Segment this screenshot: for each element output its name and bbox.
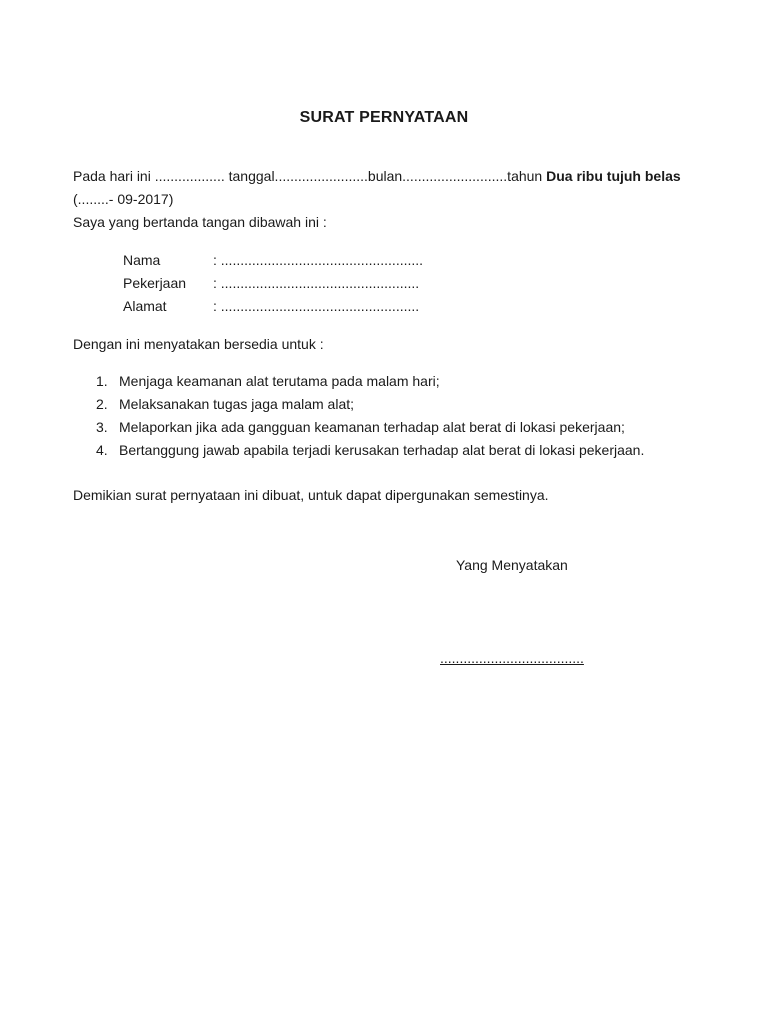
list-text: Melaksanakan tugas jaga malam alat;	[119, 396, 355, 412]
date-line-text: Pada hari ini .................. tanggal........................bulan...........................tahun	[73, 168, 547, 184]
signature-line: .....................................	[440, 650, 584, 666]
field-label: Alamat	[123, 298, 167, 314]
list-text: Menjaga keamanan alat terutama pada malam hari;	[119, 373, 440, 389]
field-row-occupation	[123, 275, 419, 291]
field-value: : ...................................................	[213, 298, 420, 314]
closing-text: Demikian surat pernyataan ini dibuat, untuk dapat dipergunakan semestinya.	[73, 487, 549, 503]
field-value: : ....................................................	[213, 252, 424, 268]
document-title: SURAT PERNYATAAN	[299, 109, 469, 126]
list-item	[96, 419, 625, 435]
field-label: Nama	[123, 252, 161, 268]
list-number: 2.	[96, 396, 108, 412]
field-row-name	[123, 252, 423, 268]
date-numeric: (........- 09-2017)	[73, 191, 174, 207]
date-line-year: Dua ribu tujuh belas	[546, 168, 681, 184]
intro-text: Saya yang bertanda tangan dibawah ini :	[73, 214, 327, 230]
date-line	[73, 168, 681, 184]
list-text: Bertanggung jawab apabila terjadi kerusakan terhadap alat berat di lokasi pekerjaan.	[119, 442, 645, 458]
list-item	[96, 373, 440, 389]
list-item	[96, 442, 644, 458]
list-number: 3.	[96, 419, 108, 435]
list-number: 1.	[96, 373, 108, 389]
field-row-address	[123, 298, 419, 314]
statement-intro: Dengan ini menyatakan bersedia untuk :	[73, 336, 324, 352]
list-item	[96, 396, 354, 412]
list-text: Melaporkan jika ada gangguan keamanan terhadap alat berat di lokasi pekerjaan;	[119, 419, 625, 435]
signature-label: Yang Menyatakan	[456, 557, 568, 573]
list-number: 4.	[96, 442, 108, 458]
field-label: Pekerjaan	[123, 275, 187, 291]
field-value: : ...................................................	[213, 275, 420, 291]
